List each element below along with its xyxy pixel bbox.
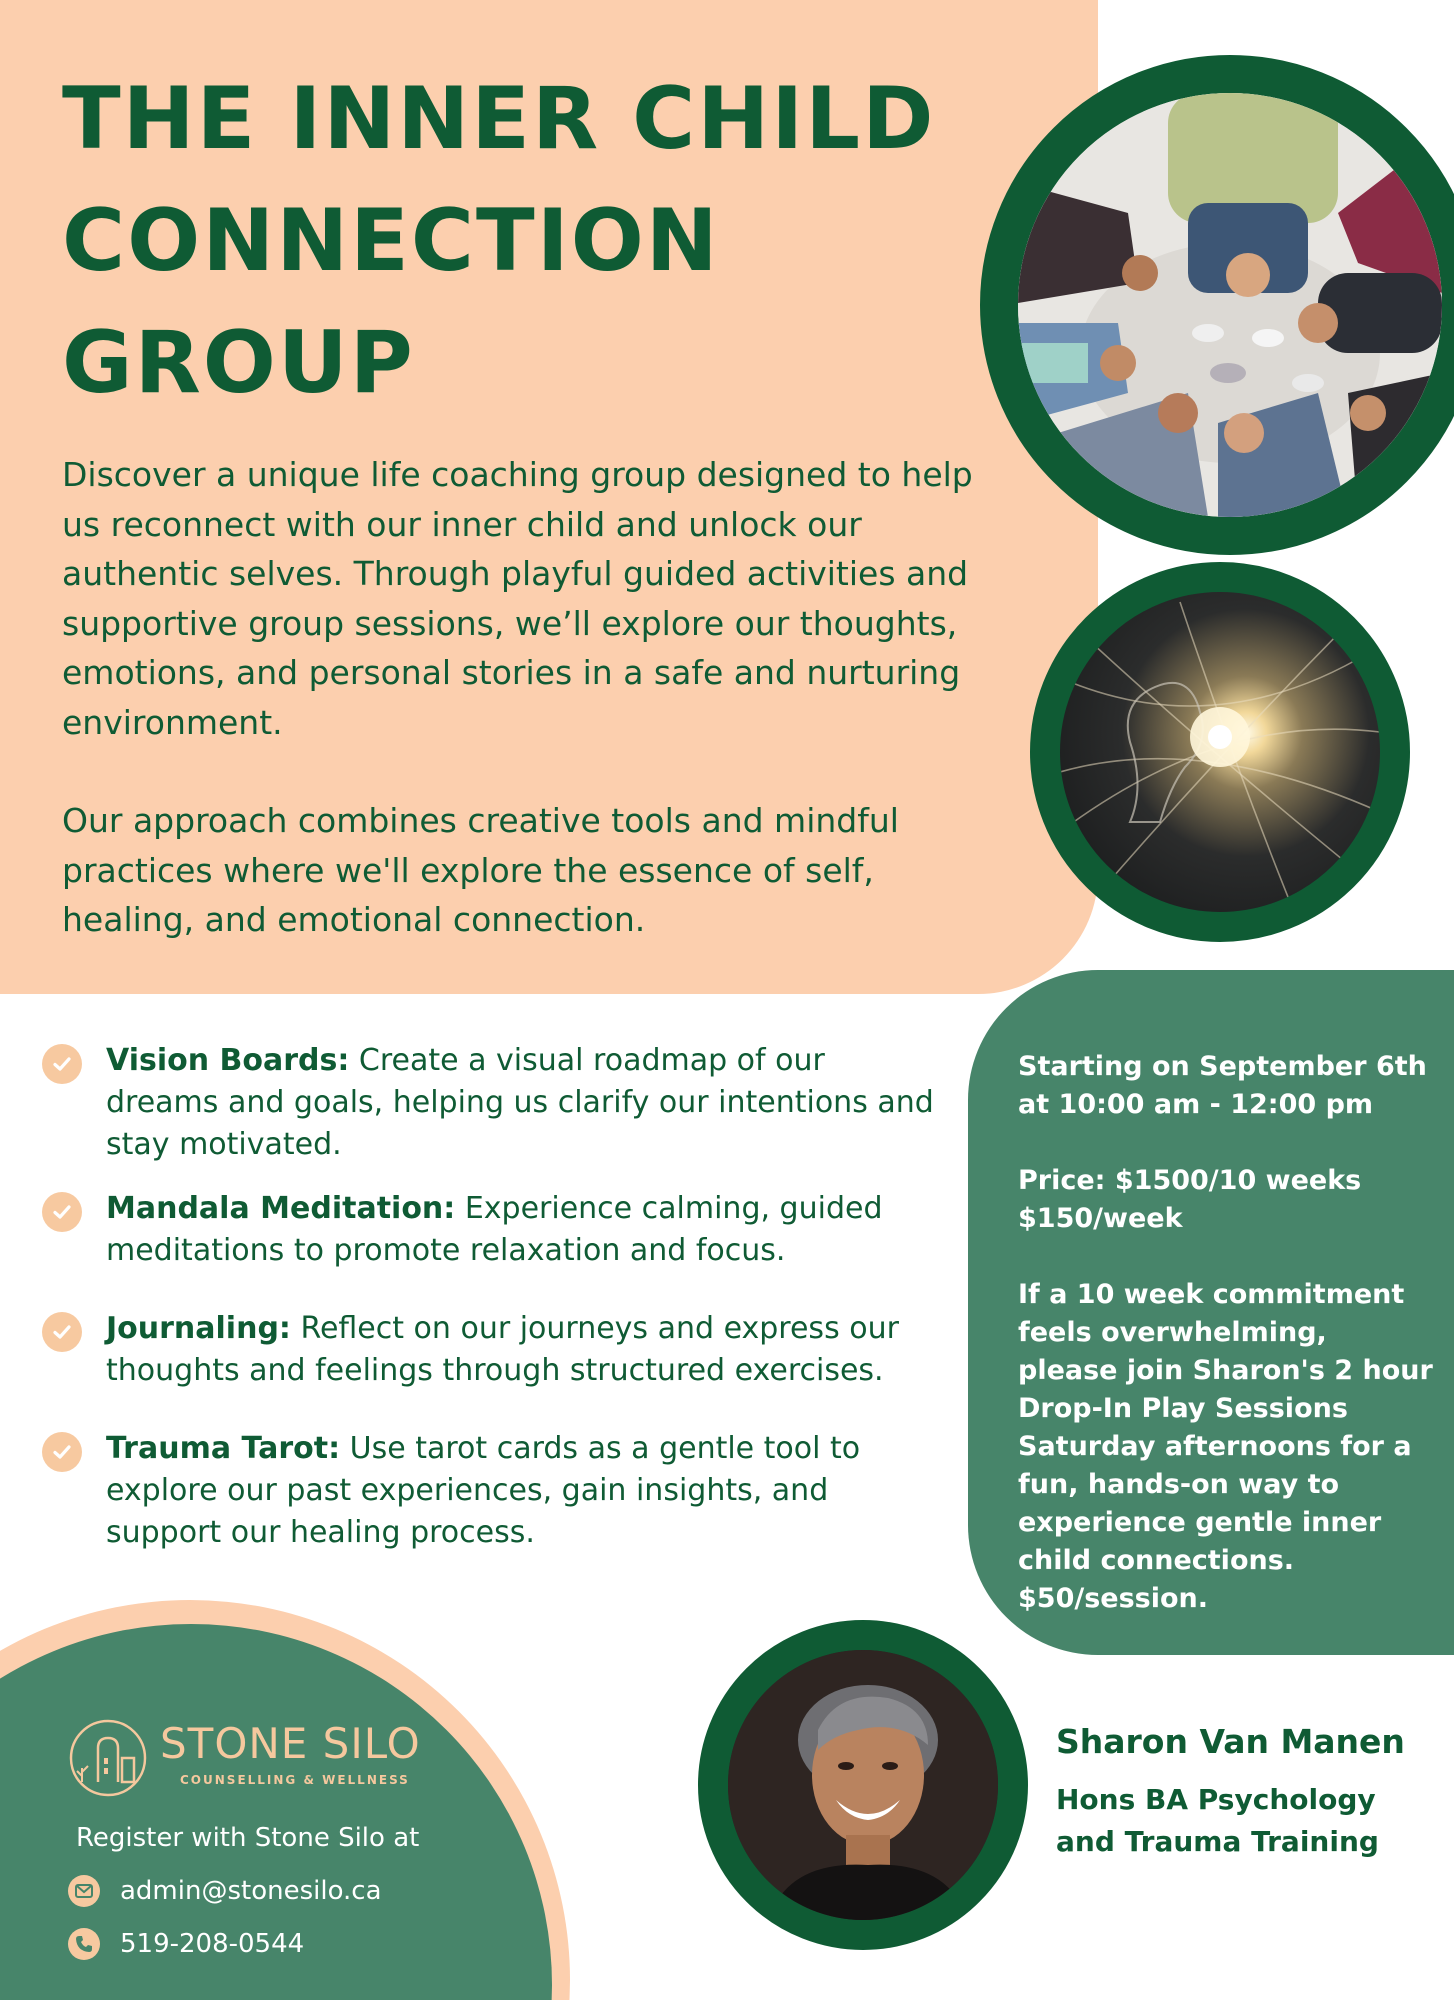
check-circle-icon bbox=[42, 1432, 82, 1472]
feature-description: Use tarot cards as a gentle tool to explore our past experiences, gain insights, and support our healing process. bbox=[106, 1431, 861, 1550]
email-link[interactable]: admin@stonesilo.ca bbox=[120, 1876, 382, 1906]
logo-name: STONE SILO bbox=[160, 1719, 421, 1768]
presenter-name: Sharon Van Manen bbox=[1056, 1722, 1405, 1761]
list-item bbox=[42, 1040, 942, 1166]
envelope-icon bbox=[68, 1875, 100, 1907]
register-prompt: Register with Stone Silo at bbox=[76, 1823, 420, 1853]
check-circle-icon bbox=[42, 1312, 82, 1352]
check-circle-icon bbox=[42, 1044, 82, 1084]
schedule-card bbox=[968, 970, 1454, 1655]
price-text: Price: $1500/10 weeks $150/week bbox=[1018, 1165, 1362, 1234]
presenter-photo bbox=[698, 1620, 1028, 1950]
phone-number[interactable]: 519-208-0544 bbox=[120, 1929, 305, 1959]
intro-text bbox=[62, 450, 1002, 945]
group-circle-illustration bbox=[1018, 93, 1442, 517]
intro-paragraph-1: Discover a unique life coaching group designed to help us reconnect with our inner child and unlock our authentic selves. Through playful guided activities and supportive group sessions, we’ll explore our thoughts, emotions, and personal stories in a safe and nurturing environment. bbox=[62, 455, 973, 742]
stone-silo-logo bbox=[68, 1718, 428, 1798]
glowing-mind-photo bbox=[1030, 562, 1410, 942]
drop-in-text: If a 10 week commitment feels overwhelming, please join Sharon's 2 hour Drop-In Play Sessions Saturday afternoons for a fun, hands-on way to experience gentle inner child connections. $50/session. bbox=[1018, 1279, 1433, 1614]
feature-label: Vision Boards: bbox=[106, 1043, 350, 1078]
check-circle-icon bbox=[42, 1192, 82, 1232]
phone-contact[interactable] bbox=[68, 1927, 304, 1961]
feature-description: Reflect on our journeys and express our thoughts and feelings through structured exercises. bbox=[106, 1311, 899, 1388]
title-line-2: CONNECTION bbox=[62, 191, 720, 291]
glowing-mind-illustration bbox=[1060, 592, 1380, 912]
intro-paragraph-2: Our approach combines creative tools and mindful practices where we'll explore the essence of self, healing, and emotional connection. bbox=[62, 801, 899, 939]
feature-list bbox=[42, 1040, 942, 1554]
feature-label: Mandala Meditation: bbox=[106, 1191, 456, 1226]
feature-description: Create a visual roadmap of our dreams and goals, helping us clarify our intentions and stay motivated. bbox=[106, 1043, 934, 1162]
presenter-portrait bbox=[728, 1650, 998, 1920]
page-title bbox=[62, 58, 1022, 424]
silo-building-icon bbox=[68, 1718, 148, 1798]
title-line-1: THE INNER CHILD bbox=[62, 69, 936, 169]
list-item bbox=[42, 1188, 942, 1272]
title-line-3: GROUP bbox=[62, 313, 415, 413]
phone-icon bbox=[68, 1928, 100, 1960]
email-contact[interactable] bbox=[68, 1874, 382, 1908]
feature-label: Trauma Tarot: bbox=[106, 1431, 341, 1466]
feature-description: Experience calming, guided meditations to promote relaxation and focus. bbox=[106, 1191, 883, 1268]
presenter-credentials: Hons BA Psychology and Trauma Training bbox=[1056, 1783, 1379, 1858]
list-item bbox=[42, 1308, 942, 1392]
start-date-text: Starting on September 6th at 10:00 am - 12:00 pm bbox=[1018, 1051, 1427, 1120]
list-item bbox=[42, 1428, 942, 1554]
group-circle-photo bbox=[980, 55, 1454, 555]
logo-tagline: COUNSELLING & WELLNESS bbox=[180, 1773, 410, 1787]
feature-label: Journaling: bbox=[106, 1311, 291, 1346]
